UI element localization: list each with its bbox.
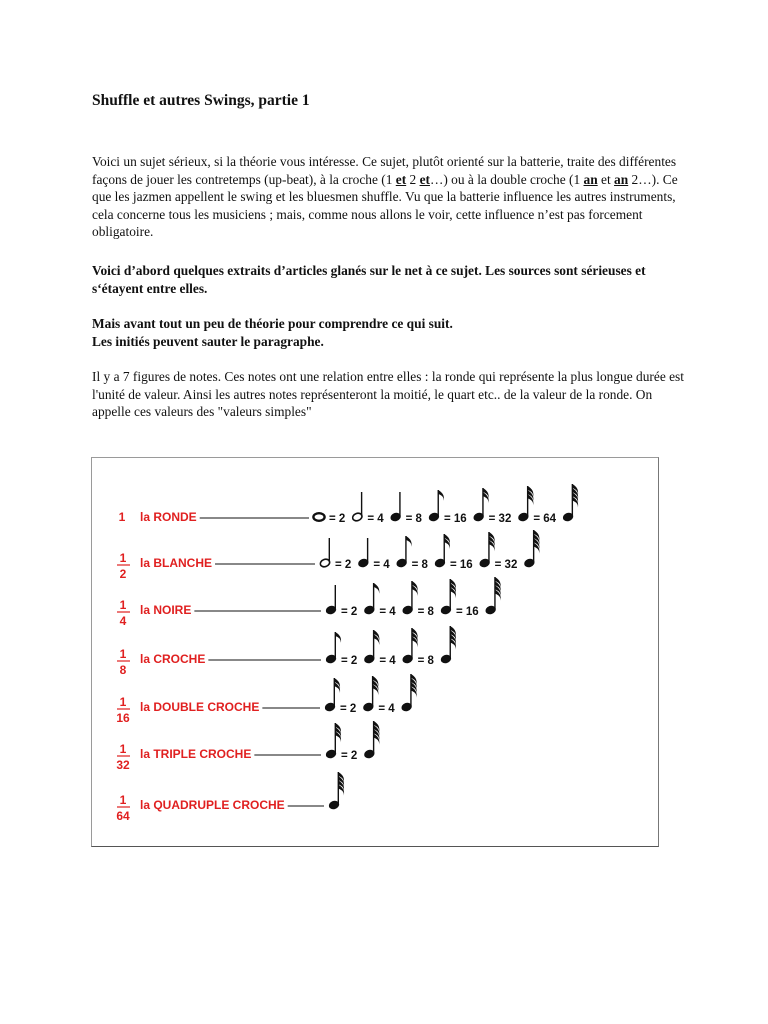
note-name-label: la DOUBLE CROCHE [140, 700, 260, 714]
equivalence-label: = 2 [340, 703, 357, 715]
fraction-denominator: 64 [116, 809, 130, 823]
thirty-second-note-icon [518, 486, 534, 522]
quarter-note-icon [325, 585, 336, 615]
eighth-note-icon [325, 632, 341, 664]
note-name-label: la RONDE [140, 510, 197, 524]
theory-line-2: Les initiés peuvent sauter le paragraphe. [92, 333, 324, 349]
fraction-denominator: 8 [119, 663, 127, 677]
equivalence-label: = 4 [373, 559, 390, 571]
equivalence-label: = 4 [379, 606, 396, 618]
equivalence-label: = 8 [417, 606, 434, 618]
note-values-diagram [92, 458, 658, 846]
equivalence-label: = 8 [411, 559, 428, 571]
equivalence-label: = 4 [378, 703, 395, 715]
equivalence-label: = 2 [341, 606, 358, 618]
intro-text-4: et [597, 171, 615, 187]
intro-text-2: 2 [406, 171, 420, 187]
equivalence-label: = 64 [533, 513, 557, 525]
equivalence-label: = 2 [341, 750, 358, 762]
sixty-fourth-note-icon [401, 674, 417, 712]
intro-et-1: et [395, 171, 407, 187]
theory-line-1: Mais avant tout un peu de théorie pour comprendre ce qui suit. [92, 316, 453, 331]
fraction-denominator: 16 [116, 711, 130, 725]
fraction-numerator: 1 [119, 742, 127, 756]
sixteenth-note-icon [434, 534, 450, 568]
note-name-label: la QUADRUPLE CROCHE [140, 798, 285, 812]
equivalence-label: = 2 [341, 655, 358, 667]
note-name-label: la NOIRE [140, 603, 192, 617]
note-values-figure [91, 457, 659, 847]
equivalence-label: = 16 [443, 513, 467, 525]
quarter-note-icon [390, 492, 401, 522]
note-name-label: la TRIPLE CROCHE [140, 747, 252, 761]
note-name-label: la BLANCHE [140, 556, 213, 570]
equivalence-label: = 16 [455, 606, 479, 618]
thirty-second-note-icon [325, 723, 341, 759]
fraction-numerator: 1 [119, 598, 127, 612]
intro-paragraph [92, 153, 692, 241]
fraction-numerator: 1 [119, 551, 127, 565]
thirty-second-note-icon [479, 532, 495, 568]
fraction-numerator: 1 [119, 647, 127, 661]
intro-text-5: 2…). Ce que les jazmen appellent le swing et les bluesmen shuffle. Vu que la batterie influence les autres instruments, cela concerne tous les musiciens ; mais, comme nous allons le voir, cette influence n’est pas forcement obligatoire. [92, 171, 678, 240]
equivalence-label: = 32 [488, 513, 512, 525]
fraction-denominator: 4 [119, 614, 127, 628]
sources-paragraph: Voici d’abord quelques extraits d’articles glanés sur le net à ce sujet. Les sources sont sérieuses et s‘étayent entre elles. [92, 263, 646, 296]
quarter-note-icon [358, 538, 369, 568]
intro-an-2: an [614, 171, 629, 187]
intro-text-1: Voici un sujet sérieux, si la théorie vous intéresse. Ce sujet, plutôt orienté sur la batterie, traite des différentes façons de jouer les contretemps (up-beat), à la croche (1 [92, 154, 677, 187]
sixty-fourth-note-icon [328, 772, 344, 810]
thirty-second-note-icon [440, 579, 456, 615]
sixteenth-note-icon [402, 581, 418, 615]
half-note-icon [319, 538, 330, 568]
sixteenth-note-icon [473, 488, 489, 522]
equivalence-label: = 2 [335, 559, 352, 571]
intro-et-2: et [419, 171, 430, 187]
equivalence-label: = 4 [367, 513, 384, 525]
intro-text-3: …) ou à la double croche (1 [429, 171, 584, 187]
fraction-numerator: 1 [119, 695, 127, 709]
sixteenth-note-icon [364, 630, 380, 664]
fraction-denominator: 2 [119, 567, 127, 581]
eighth-note-icon [428, 490, 444, 522]
fraction-denominator: 32 [116, 758, 130, 772]
note-values-paragraph: Il y a 7 figures de notes. Ces notes ont une relation entre elles : la ronde qui représente la plus longue durée est l'unité de valeur. Ainsi les autres notes représenteront la moitié, le quart etc.. de la valeur de la ronde. On appelle ces valeurs des "valeurs simples" [92, 369, 684, 420]
sixty-fourth-note-icon [524, 530, 540, 568]
fraction-numerator: 1 [118, 510, 126, 524]
sixteenth-note-icon [324, 678, 340, 712]
sixty-fourth-note-icon [562, 484, 578, 522]
fraction-numerator: 1 [119, 793, 127, 807]
sixty-fourth-note-icon [485, 577, 501, 615]
thirty-second-note-icon [402, 628, 418, 664]
note-name-label: la CROCHE [140, 652, 206, 666]
eighth-note-icon [364, 583, 380, 615]
equivalence-label: = 8 [417, 655, 434, 667]
theory-intro-paragraph [92, 315, 692, 350]
equivalence-label: = 4 [379, 655, 396, 667]
equivalence-label: = 8 [405, 513, 422, 525]
half-note-icon [352, 492, 363, 522]
whole-note-icon [313, 513, 324, 521]
page-title: Shuffle et autres Swings, partie 1 [92, 92, 310, 109]
equivalence-label: = 2 [329, 513, 346, 525]
intro-an-1: an [583, 171, 598, 187]
sixty-fourth-note-icon [364, 721, 380, 759]
equivalence-label: = 32 [494, 559, 518, 571]
sixty-fourth-note-icon [440, 626, 456, 664]
equivalence-label: = 16 [449, 559, 473, 571]
thirty-second-note-icon [363, 676, 379, 712]
eighth-note-icon [396, 536, 412, 568]
